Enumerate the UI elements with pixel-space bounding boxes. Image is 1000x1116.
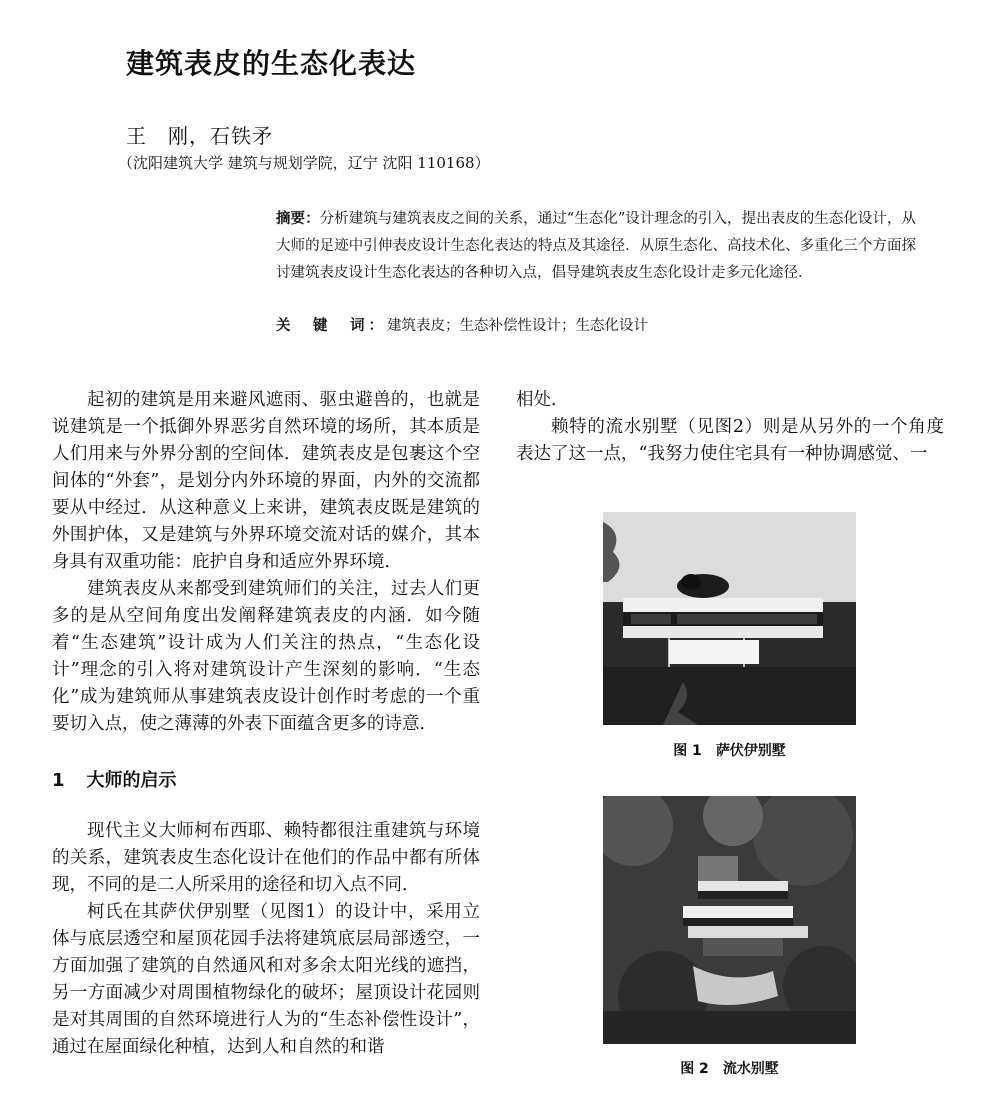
left-column bbox=[52, 387, 480, 1061]
paragraph-continued: 相处． bbox=[516, 390, 569, 410]
figure-fallingwater-photo bbox=[603, 796, 856, 1044]
figure-1-title: 萨伏伊别墅 bbox=[715, 743, 786, 759]
figure-villa-savoye-photo bbox=[603, 512, 856, 725]
paragraph-2: 建筑表皮从来都受到建筑师们的关注，过去人们更多的是从空间角度出发阐释建筑表皮的内涵．如今随着“生态建筑”设计成为人们关注的热点，“生态化设计”理念的引入将对建筑设计产生深刻的影响．“生态化”成为建筑师从事建筑表皮设计创作时考虑的一个重要切入点，使之薄薄的外表下面蕴含更多的诗意． bbox=[52, 579, 480, 734]
abstract-label: 摘要： bbox=[276, 211, 320, 227]
section-heading bbox=[52, 766, 480, 792]
figure-2-caption bbox=[603, 1058, 856, 1078]
affiliation: （沈阳建筑大学 建筑与规划学院，辽宁 沈阳 110168） bbox=[118, 154, 490, 172]
right-column bbox=[516, 387, 944, 468]
section-number: 1 bbox=[52, 770, 65, 791]
figure-1-caption bbox=[603, 740, 856, 760]
abstract bbox=[276, 206, 916, 287]
paragraph-3: 现代主义大师柯布西耶、赖特都很注重建筑与环境的关系，建筑表皮生态化设计在他们的作品中都有所体现，不同的是二人所采用的途径和切入点不同． bbox=[52, 821, 480, 895]
figure-2-title: 流水别墅 bbox=[722, 1061, 779, 1077]
keywords-label: 关 键 词： bbox=[276, 318, 387, 334]
authors: 王 刚，石铁矛 bbox=[126, 124, 273, 148]
abstract-text: 分析建筑与建筑表皮之间的关系，通过“生态化”设计理念的引入，提出表皮的生态化设计，从大师的足迹中引伸表皮设计生态化表达的特点及其途径．从原生态化、高技术化、多重化三个方面探讨建筑表皮设计生态化表达的各种切入点，倡导建筑表皮生态化设计走多元化途径． bbox=[276, 211, 917, 281]
paper-title: 建筑表皮的生态化表达 bbox=[126, 47, 417, 80]
section-title: 大师的启示 bbox=[86, 770, 177, 791]
paragraph-5: 赖特的流水别墅（见图2）则是从另外的一个角度表达了这一点，“我努力使住宅具有一种协调感觉、一 bbox=[516, 417, 944, 464]
keywords bbox=[276, 314, 648, 335]
paragraph-1: 起初的建筑是用来避风遮雨、驱虫避兽的，也就是说建筑是一个抵御外界恶劣自然环境的场所，其本质是人们用来与外界分割的空间体．建筑表皮是包裹这个空间体的“外套”，是划分内外环境的界面，内外的交流都要从中经过．从这种意义上来讲，建筑表皮既是建筑的外围护体，又是建筑与外界环境交流对话的媒介，其本身具有双重功能：庇护自身和适应外界环境． bbox=[52, 390, 480, 572]
figure-2-number: 图 2 bbox=[680, 1061, 709, 1077]
keywords-text: 建筑表皮；生态补偿性设计；生态化设计 bbox=[387, 318, 648, 334]
villa-savoye-illustration bbox=[603, 512, 856, 725]
fallingwater-illustration bbox=[603, 796, 856, 1044]
paragraph-4: 柯氏在其萨伏伊别墅（见图1）的设计中，采用立体与底层透空和屋顶花园手法将建筑底层局部透空，一方面加强了建筑的自然通风和对多余太阳光线的遮挡，另一方面减少对周围植物绿化的破坏；屋顶设计花园则是对其周围的自然环境进行人为的“生态补偿性设计”，通过在屋面绿化种植，达到人和自然的和谐 bbox=[52, 902, 480, 1057]
figure-1-number: 图 1 bbox=[673, 743, 702, 759]
